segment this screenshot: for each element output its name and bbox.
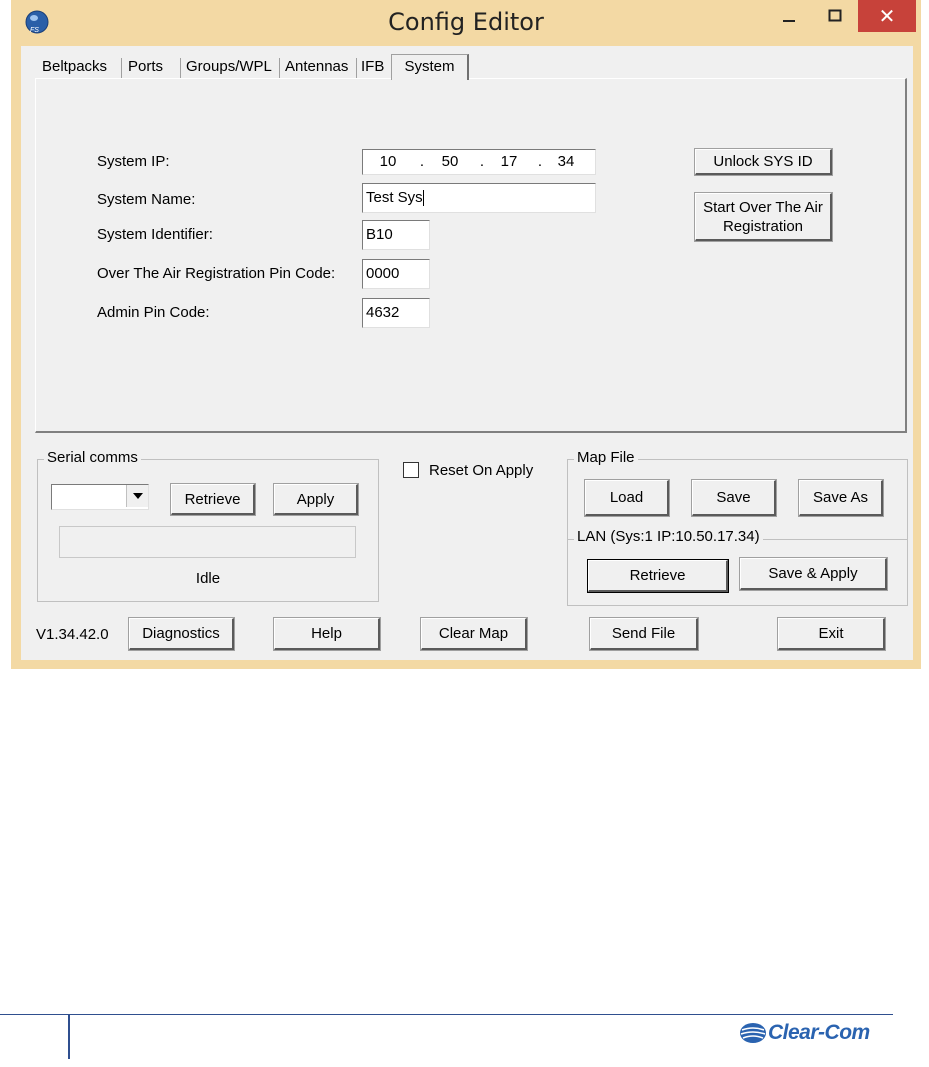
minimize-button[interactable]: [766, 0, 812, 32]
ip-separator: .: [537, 153, 543, 170]
lan-title: LAN (Sys:1 IP:10.50.17.34): [574, 528, 763, 545]
clear-com-logo-text: Clear-Com: [768, 1021, 870, 1044]
system-name-input[interactable]: [362, 183, 596, 213]
tab-system[interactable]: System: [391, 54, 469, 80]
unlock-sys-id-button[interactable]: Unlock SYS ID: [695, 149, 832, 175]
clear-com-logo: [738, 1018, 870, 1048]
map-save-button[interactable]: Save: [692, 480, 776, 516]
serial-apply-button[interactable]: Apply: [274, 484, 358, 515]
serial-comms-title: Serial comms: [44, 449, 141, 466]
reset-on-apply-label: Reset On Apply: [429, 462, 534, 479]
close-button[interactable]: [858, 0, 916, 32]
ota-pin-input[interactable]: 0000: [362, 259, 430, 289]
footer-vertical-rule: [68, 1014, 70, 1059]
title-bar[interactable]: [11, 0, 921, 45]
help-button[interactable]: Help: [274, 618, 380, 650]
lan-save-apply-button[interactable]: Save & Apply: [740, 558, 887, 590]
system-name-label: System Name:: [97, 191, 196, 208]
text-caret: [423, 190, 424, 206]
tab-ifb[interactable]: IFB: [361, 58, 385, 75]
maximize-button[interactable]: [812, 0, 858, 32]
chevron-down-icon: [132, 492, 144, 500]
ip-octet-2: 50: [441, 153, 459, 170]
tab-divider: [180, 58, 181, 78]
clear-com-globe-icon: [738, 1021, 768, 1045]
map-save-as-button[interactable]: Save As: [799, 480, 883, 516]
serial-comms-group: [37, 449, 379, 602]
dropdown-arrow-button[interactable]: [126, 485, 148, 507]
serial-retrieve-button[interactable]: Retrieve: [171, 484, 255, 515]
reset-on-apply-checkbox[interactable]: [403, 462, 419, 478]
system-identifier-input[interactable]: B10: [362, 220, 430, 250]
maximize-icon: [828, 9, 842, 23]
window-title: Config Editor: [388, 8, 544, 36]
close-icon: ✕: [878, 5, 896, 28]
version-label: V1.34.42.0: [36, 626, 109, 643]
admin-pin-input[interactable]: 4632: [362, 298, 430, 328]
diagnostics-button[interactable]: Diagnostics: [129, 618, 234, 650]
ip-octet-1: 10: [379, 153, 397, 170]
tab-divider: [279, 58, 280, 78]
lan-retrieve-button[interactable]: Retrieve: [588, 560, 728, 592]
system-ip-label: System IP:: [97, 153, 170, 170]
tab-antennas[interactable]: Antennas: [285, 58, 349, 75]
ip-octet-3: 17: [500, 153, 518, 170]
ota-pin-label: Over The Air Registration Pin Code:: [97, 265, 336, 282]
tab-beltpacks[interactable]: Beltpacks: [42, 58, 108, 75]
system-name-value: Test Sys: [366, 189, 423, 206]
ip-octet-4: 34: [557, 153, 575, 170]
ip-separator: .: [419, 153, 425, 170]
ip-separator: .: [479, 153, 485, 170]
system-identifier-label: System Identifier:: [97, 226, 213, 243]
footer-rule: [0, 1014, 893, 1015]
system-ip-field[interactable]: [362, 149, 596, 175]
admin-pin-label: Admin Pin Code:: [97, 304, 210, 321]
serial-status-text: Idle: [195, 570, 221, 587]
clear-map-button[interactable]: Clear Map: [421, 618, 527, 650]
map-file-group: [567, 449, 908, 606]
client-area: [21, 46, 913, 660]
map-file-title: Map File: [574, 449, 638, 466]
svg-text:FS: FS: [30, 27, 39, 34]
system-tab-panel: [35, 78, 907, 433]
tab-divider: [121, 58, 122, 78]
exit-button[interactable]: Exit: [778, 618, 885, 650]
start-over-ota-registration-button[interactable]: [695, 193, 832, 241]
serial-progress-bar: [59, 526, 356, 558]
tab-ports[interactable]: Ports: [128, 58, 164, 75]
map-load-button[interactable]: Load: [585, 480, 669, 516]
send-file-button[interactable]: Send File: [590, 618, 698, 650]
minimize-icon: [782, 9, 796, 23]
serial-port-dropdown[interactable]: [51, 484, 149, 510]
start-over-line-1: Start Over The Air: [703, 198, 823, 216]
tab-groups-wpl[interactable]: Groups/WPL: [186, 58, 272, 75]
start-over-line-2: Registration: [722, 217, 804, 235]
config-editor-window: [11, 0, 921, 669]
